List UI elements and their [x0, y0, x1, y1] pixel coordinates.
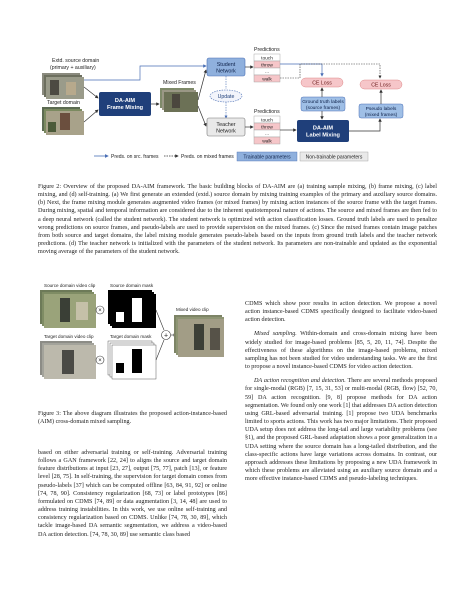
right-paragraph-2 [245, 330, 437, 371]
right-column [245, 300, 437, 489]
fig3-plus: + [163, 332, 169, 340]
ce-loss-2-label: CE Loss [371, 82, 391, 89]
student-network-label-2: Network [216, 68, 236, 75]
source-frames-image [42, 73, 84, 99]
student-pred-ellipsis: ... [265, 70, 269, 75]
fig3-times-1: × [98, 308, 102, 314]
student-predictions-list [254, 54, 280, 82]
left-column-paragraph: based on either adversarial training or self-training. Adversarial training follows a GAN framework [22, 24] to aligns the source and target domain feature distributions at input [23, 27], output [75, 77], patch [13], or feature level [28, 75]. In self-training, the supervision for target domain comes from pseudo-labels [37] which can be computed offline [63, 84, 91, 92] or online [74, 78, 90]. Consistency regularization [68, 73] or label prototypes [86] formulated on CDMS [74, 89] or data augmentation [3, 14, 48] are used to address training instabilities. In this work, we use online self-training and consistency regularization based on CDMS. Unlike [74, 78, 30, 89], which tackle image-based DA semantic segmentation, we address a video-based DA action detection. [74, 78, 30, 89] use semantic class based [38, 450, 227, 538]
target-domain-label: Target domain [47, 100, 80, 106]
frame-mixing-block [99, 92, 151, 116]
fig3-source-mask-label: Source domain mask [110, 283, 154, 288]
figure-3-diagram [38, 282, 228, 404]
legend-trainable: Trainable parameters [243, 154, 291, 161]
left-column [38, 449, 227, 545]
fig3-source-clip-label: Source domain video clip [44, 283, 96, 288]
source-domain-label: Extd. source domain [52, 58, 100, 64]
da-action-heading: DA action recognition and detection. [254, 378, 346, 385]
update-label: Update [217, 94, 235, 100]
pseudo-labels-label-2: (mixed frames) [364, 113, 398, 118]
fig3-mixed-clip-image [174, 315, 224, 357]
legend-preds-src: Preds. on src. frames [111, 154, 159, 160]
right-paragraph-3 [245, 377, 437, 483]
figure-2-legend [94, 152, 368, 161]
mixed-sampling-heading: Mixed sampling. [254, 331, 297, 338]
fig3-target-mask-label: Target domain mask [110, 334, 152, 339]
student-pred-touch: touch [261, 56, 273, 62]
student-pred-throw: throw [261, 63, 273, 69]
legend-preds-mixed: Preds. on mixed frames [181, 154, 234, 160]
teacher-pred-ellipsis: ... [265, 132, 269, 137]
mixed-frames-label: Mixed Frames [163, 80, 196, 86]
teacher-pred-touch: touch [261, 118, 273, 124]
gt-labels-label-2: (source frames) [305, 106, 341, 111]
pseudo-labels-label: Pseudo labels [365, 107, 397, 112]
teacher-pred-throw: throw [261, 125, 273, 131]
figure-3-caption: Figure 3: The above diagram illustrates the proposed action-instance-based (AIM) cross-domain mixed sampling. [38, 411, 227, 426]
fig3-target-clip-label: Target domain video clip [44, 334, 94, 339]
da-action-text: There are several methods proposed for single-modal (RGB) [7, 15, 31, 53] or multi-modal (RGB, flow) [52, 70, 59] DA action recognition. [9, 8] propose methods for DA action segmentation. We found only one work [1] that addresses DA action detection using GRL-based adversarial training. [1] propose two UDA benchmarks limited to sports actions. This work has two major limitations. Their proposed UDA setup does not address the long-tail and large variability problems (see §1), and the proposed GRL-based adaptation shows a poor generalization in a UDA setting where the source domain has a long-tailed distribution, and the class-specific actions have large variations across domains. In contrast, our approach addresses these limitations by proposing a new UDA framework in which these problems are alleviated using an auxiliary source domain and a more effective instance-based CDMS and pseudo-labeling techniques. [245, 378, 437, 483]
gt-labels-label: Ground truth labels [302, 100, 344, 105]
label-mixing-label: DA-AIM [312, 125, 334, 132]
source-domain-sublabel: (primary + auxiliary) [50, 65, 96, 71]
teacher-predictions-list [254, 116, 280, 144]
frame-mixing-label-2: Frame Mixing [106, 105, 144, 111]
fig3-target-clip-image [40, 341, 96, 379]
student-predictions-title: Predictions [254, 47, 280, 53]
fig3-source-mask-image [108, 290, 156, 328]
fig3-target-mask-image [108, 341, 156, 379]
right-paragraph-1: CDMS which show poor results in action detection. We propose a novel action instance-based CDMS specifically designed to facilitate video-based action detection. [245, 301, 437, 324]
figure-2-diagram [0, 0, 474, 180]
teacher-predictions-title: Predictions [254, 109, 280, 115]
frame-mixing-label: DA-AIM [114, 98, 136, 104]
ce-loss-1-label: CE Loss [312, 80, 332, 87]
target-frames-image [42, 107, 84, 135]
legend-non-trainable: Non-trainable parameters [305, 154, 363, 161]
teacher-pred-walk: walk [262, 139, 272, 145]
fig3-mixed-clip-label: Mixed video clip [176, 307, 209, 312]
teacher-network-label: Teacher [216, 122, 236, 128]
label-mixing-label-2: Label Mixing [306, 132, 340, 139]
figure-2 [0, 0, 474, 180]
student-pred-walk: walk [262, 77, 272, 83]
mixed-frames-image [160, 88, 198, 112]
mixed-sampling-text: Within-domain and cross-domain mixing have been widely studied for image-based problems [85, 5, 20, 11, 74]. Despite the effectiveness of these algorithms on the image-based problems, mixed sampling has not been studied for video understanding tasks. We are the first to propose a novel instance-based CDMS for video action detection. [245, 331, 437, 371]
fig3-times-2: × [98, 358, 102, 364]
student-network-label: Student [216, 62, 236, 68]
figure-2-caption: Figure 2: Overview of the proposed DA-AIM framework. The basic building blocks of DA-AIM are (a) training sample mixing, (b) frame mixing, (c) label mixing, and (d) self-training. (a) We first generate an extended (extd.) source domain by mixing training examples of the primary and auxiliary source domains. (b) Next, the frame mixing module generates augmented video frames (or mixed frames) by mixing action instances of the source frame with the target frames. During mixing, spatial and temporal information are considered due to the inherent spatiotemporal nature of actions. The source and mixed frames are then fed to a deep neural network (called the student network). The student network is optimized with action classification losses. Ground truth labels are used to penalize wrong predictions on source frames, and pseudo-labels are used to provide supervision on the mixed frames. (c) Since the mixed frames contain image patches from both source and target domains, the label mixing module generates pseudo-labels based on the inputs from ground truth labels and the teacher network predictions. (d) The teacher network is initialized with the parameters of the student network. Its parameters are non-trainable and updated as the exponential moving average of the parameters of the student network. [38, 184, 437, 256]
figure-3 [38, 282, 228, 404]
fig3-source-clip-image [40, 290, 96, 328]
teacher-network-label-2: Network [216, 128, 236, 135]
